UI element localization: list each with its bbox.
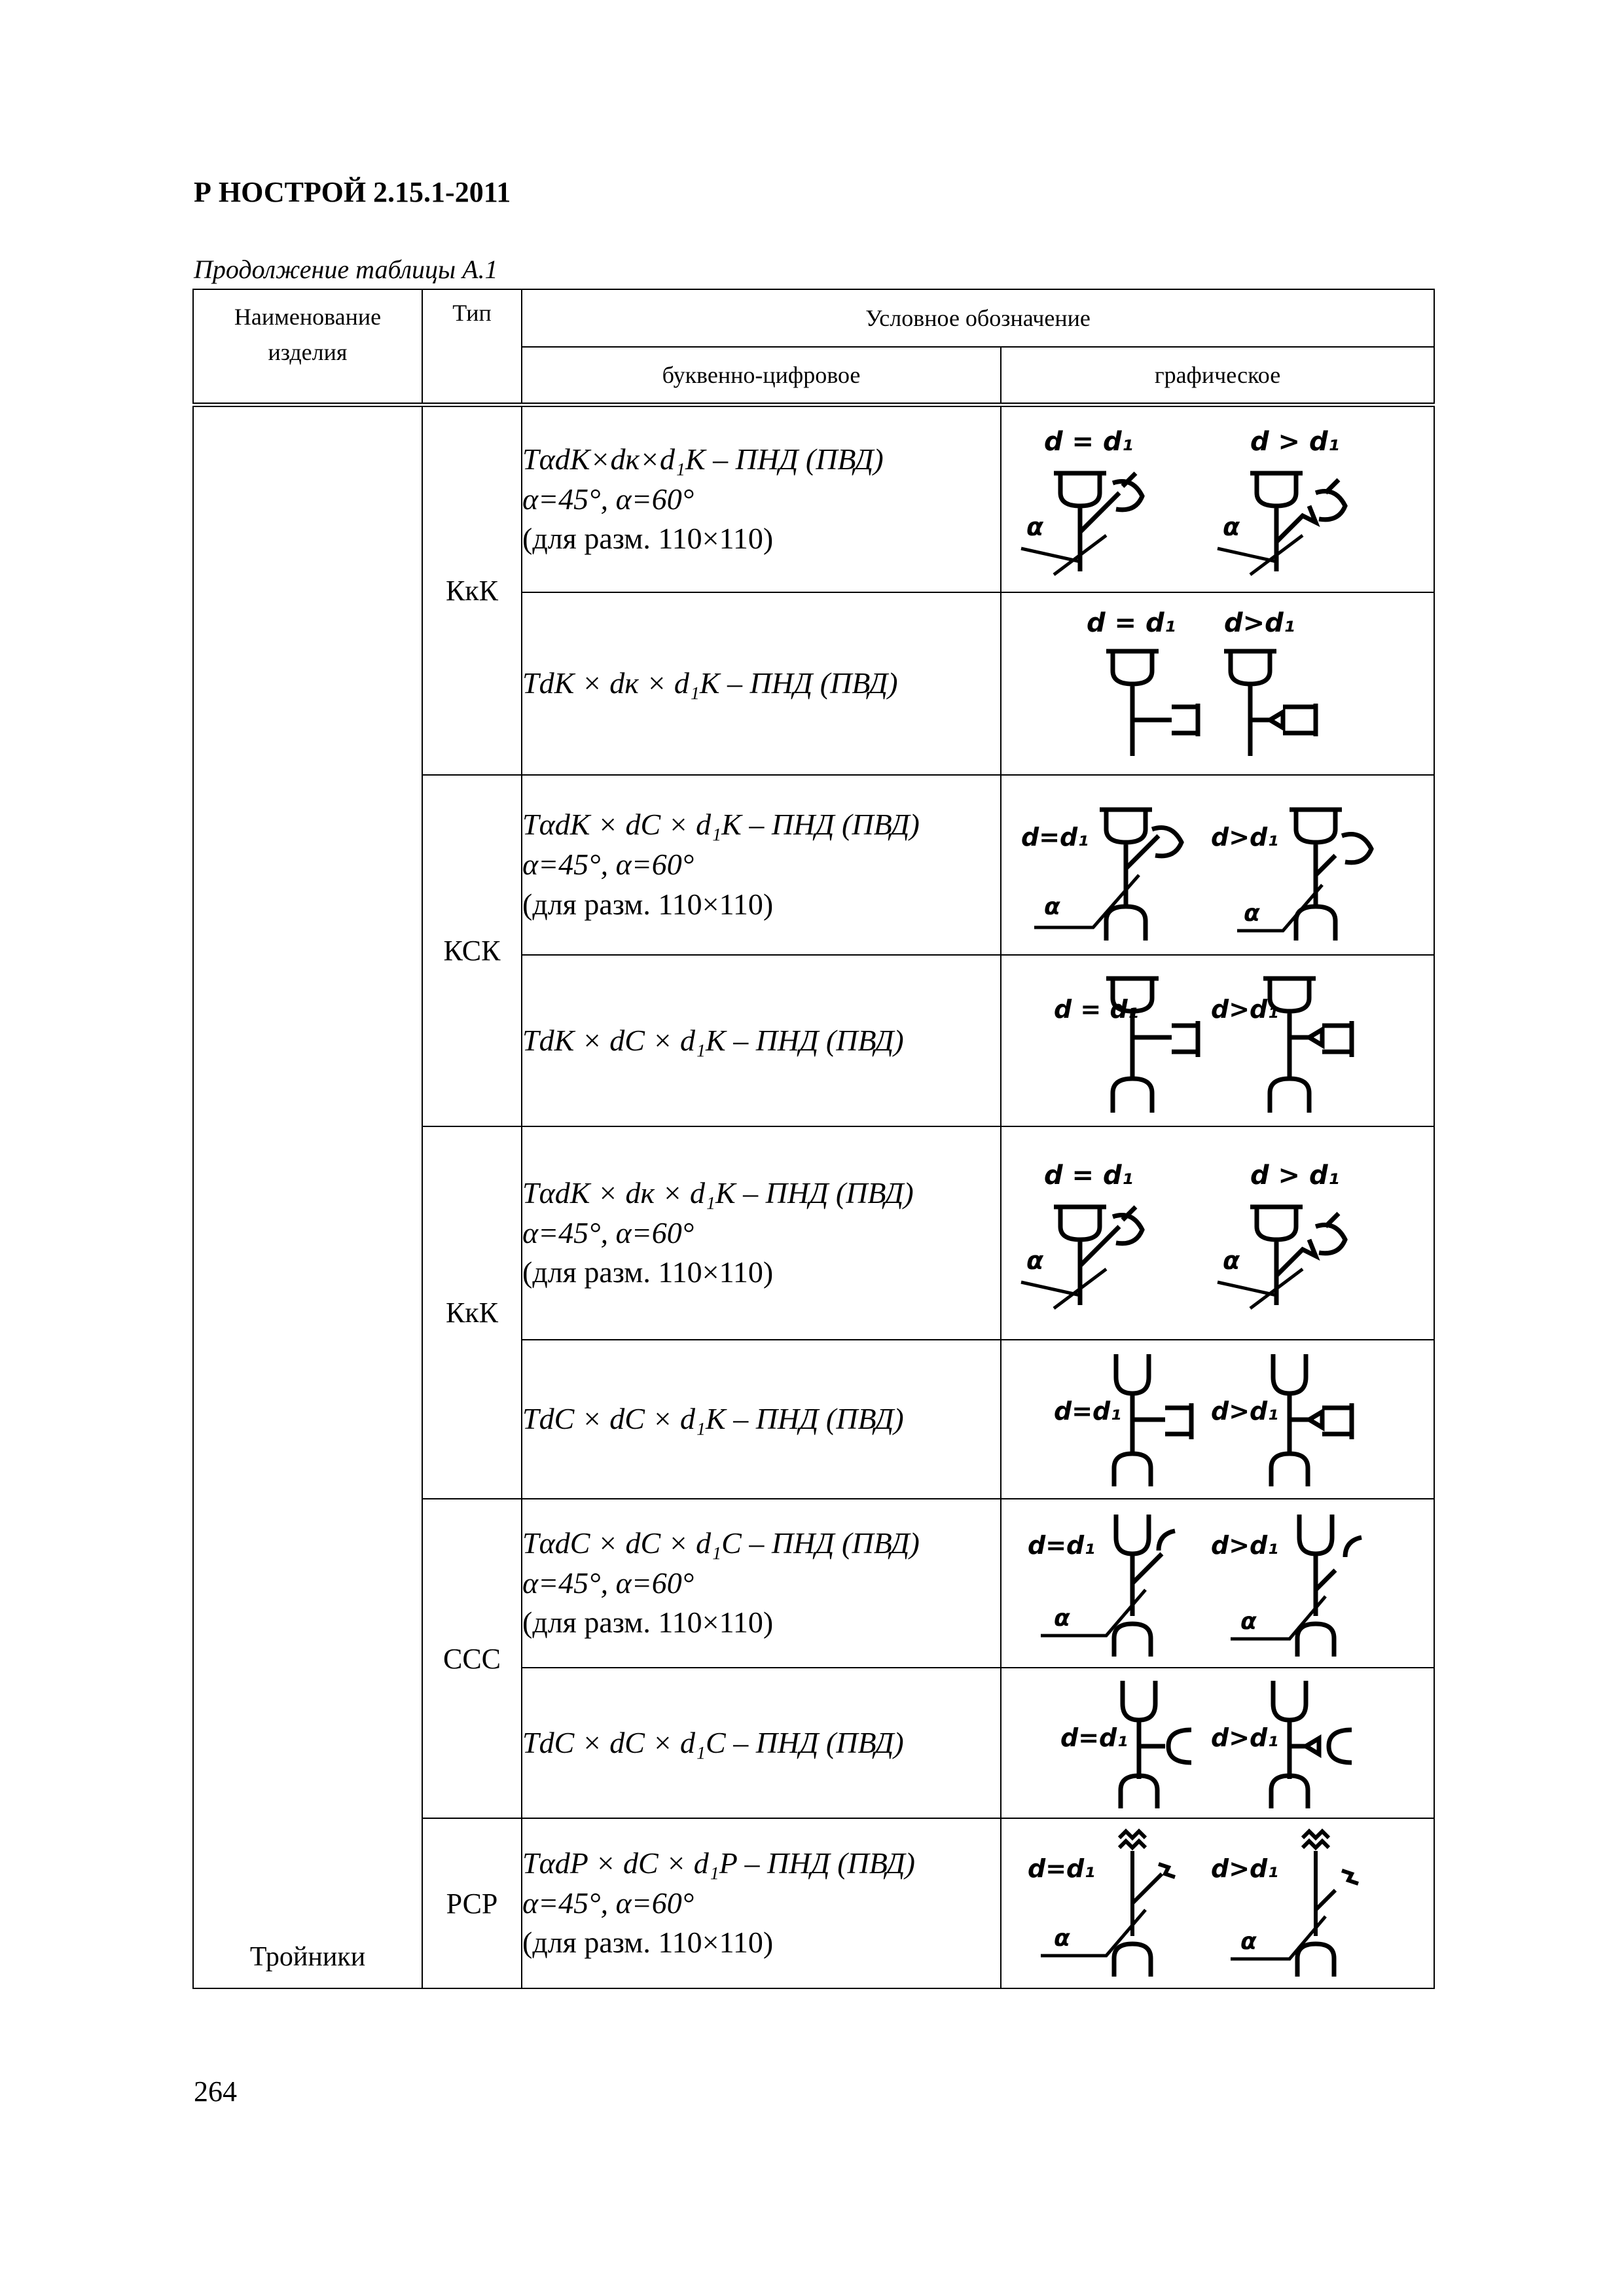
svg-text:d > d₁: d > d₁ — [1250, 1160, 1340, 1191]
svg-text:α: α — [1054, 1605, 1070, 1632]
graphic-designation — [1001, 955, 1434, 1126]
header-graphic: графическое — [1001, 347, 1434, 403]
tee-straight-symbol — [1067, 602, 1368, 766]
document-code: Р НОСТРОЙ 2.15.1-2011 — [194, 176, 511, 208]
type-cell: РСР — [422, 1818, 522, 1988]
svg-text:d=d₁: d=d₁ — [1028, 1531, 1095, 1560]
graphic-designation — [1001, 1818, 1434, 1988]
svg-text:d>d₁: d>d₁ — [1211, 995, 1278, 1024]
symbol-right — [1218, 427, 1345, 575]
alnum-designation: TdC × dC × d₁K – ПНД (ПВД) — [522, 1340, 1001, 1499]
svg-text:d=d₁: d=d₁ — [1060, 1723, 1128, 1752]
svg-text:d>d₁: d>d₁ — [1211, 1531, 1278, 1560]
graphic-designation — [1001, 1499, 1434, 1668]
header-type: Тип — [422, 289, 522, 403]
symbol-left — [1087, 608, 1198, 756]
svg-text:α: α — [1026, 1246, 1044, 1275]
tee-straight-symbol — [1054, 965, 1381, 1116]
graphic-designation — [1001, 1668, 1434, 1818]
page-number: 264 — [194, 2075, 237, 2108]
alnum-designation: TdC × dC × d₁C – ПНД (ПВД) — [522, 1668, 1001, 1818]
tee-angled-symbol — [1028, 1505, 1407, 1662]
svg-text:α: α — [1223, 512, 1240, 541]
alnum-designation: TαdK × dк × d₁K – ПНД (ПВД) α=45°, α=60° (для разм. 110×110) — [522, 1126, 1001, 1340]
svg-text:α: α — [1026, 512, 1044, 541]
graphic-designation — [1001, 775, 1434, 955]
type-cell: ССС — [422, 1499, 522, 1818]
svg-text:d=d₁: d=d₁ — [1021, 822, 1089, 852]
type-cell: КкК — [422, 406, 522, 775]
alnum-designation: TdK × dк × d₁K – ПНД (ПВД) — [522, 592, 1001, 775]
svg-text:α: α — [1240, 1608, 1257, 1635]
alnum-designation: TαdC × dC × d₁C – ПНД (ПВД) α=45°, α=60° (для разм. 110×110) — [522, 1499, 1001, 1668]
svg-text:d = d₁: d = d₁ — [1054, 995, 1139, 1024]
tee-socket-symbol — [1060, 1674, 1375, 1812]
svg-text:d=d₁: d=d₁ — [1028, 1854, 1095, 1883]
graphic-designation — [1001, 1340, 1434, 1499]
symbol-right — [1211, 1831, 1358, 1977]
tee-socket-symbol — [1054, 1348, 1381, 1492]
table-caption: Продолжение таблицы А.1 — [194, 255, 498, 284]
symbol-left — [1021, 427, 1142, 575]
symbol-left — [1028, 1515, 1175, 1657]
svg-text:d = d₁: d = d₁ — [1044, 1160, 1134, 1191]
product-name-cell: Тройники — [193, 406, 422, 1988]
type-cell: КСК — [422, 775, 522, 1126]
symbol-left — [1021, 810, 1182, 941]
symbol-left — [1054, 978, 1198, 1113]
header-designation: Условное обозначение — [522, 289, 1434, 347]
alnum-designation: TαdK×dк×d₁K – ПНД (ПВД) α=45°, α=60° (для разм. 110×110) — [522, 406, 1001, 592]
symbol-left — [1028, 1831, 1175, 1977]
symbol-right — [1211, 1681, 1352, 1808]
svg-text:d>d₁: d>d₁ — [1224, 607, 1295, 638]
tee-flanged-symbol — [1028, 1825, 1407, 1982]
alnum-designation: TαdP × dC × d₁P – ПНД (ПВД) α=45°, α=60° (для разм. 110×110) — [522, 1818, 1001, 1988]
tee-angled-symbol — [1021, 783, 1414, 947]
svg-text:d>d₁: d>d₁ — [1211, 1723, 1278, 1752]
svg-text:α: α — [1054, 1925, 1070, 1952]
svg-text:d = d₁: d = d₁ — [1044, 427, 1134, 457]
header-alphanumeric: буквенно-цифровое — [522, 347, 1001, 403]
tee-angled-symbol — [1015, 411, 1420, 588]
svg-text:d>d₁: d>d₁ — [1211, 822, 1278, 852]
graphic-designation — [1001, 592, 1434, 775]
graphic-designation — [1001, 406, 1434, 592]
svg-text:d>d₁: d>d₁ — [1211, 1396, 1278, 1426]
symbol-left — [1021, 1160, 1142, 1308]
tee-angled-symbol — [1015, 1141, 1420, 1325]
type-cell: КкК — [422, 1126, 522, 1499]
symbol-left — [1054, 1354, 1191, 1486]
header-product-name: Наименование изделия — [193, 289, 422, 403]
symbol-right — [1218, 1160, 1345, 1308]
symbol-right — [1211, 978, 1352, 1113]
symbol-right — [1211, 1354, 1352, 1486]
svg-text:α: α — [1244, 899, 1260, 927]
svg-text:α: α — [1044, 893, 1060, 920]
symbol-left — [1060, 1681, 1191, 1808]
svg-text:α: α — [1223, 1246, 1240, 1275]
svg-text:d>d₁: d>d₁ — [1211, 1854, 1278, 1883]
svg-text:d > d₁: d > d₁ — [1250, 427, 1340, 457]
svg-text:d = d₁: d = d₁ — [1087, 607, 1176, 638]
symbol-right — [1211, 810, 1371, 941]
fittings-table — [192, 289, 1435, 1989]
svg-text:α: α — [1240, 1928, 1257, 1955]
svg-text:d=d₁: d=d₁ — [1054, 1396, 1121, 1426]
symbol-right — [1211, 1515, 1362, 1657]
alnum-designation: TαdK × dC × d₁K – ПНД (ПВД) α=45°, α=60° (для разм. 110×110) — [522, 775, 1001, 955]
graphic-designation — [1001, 1126, 1434, 1340]
alnum-designation: TdK × dC × d₁K – ПНД (ПВД) — [522, 955, 1001, 1126]
symbol-right — [1224, 608, 1316, 756]
